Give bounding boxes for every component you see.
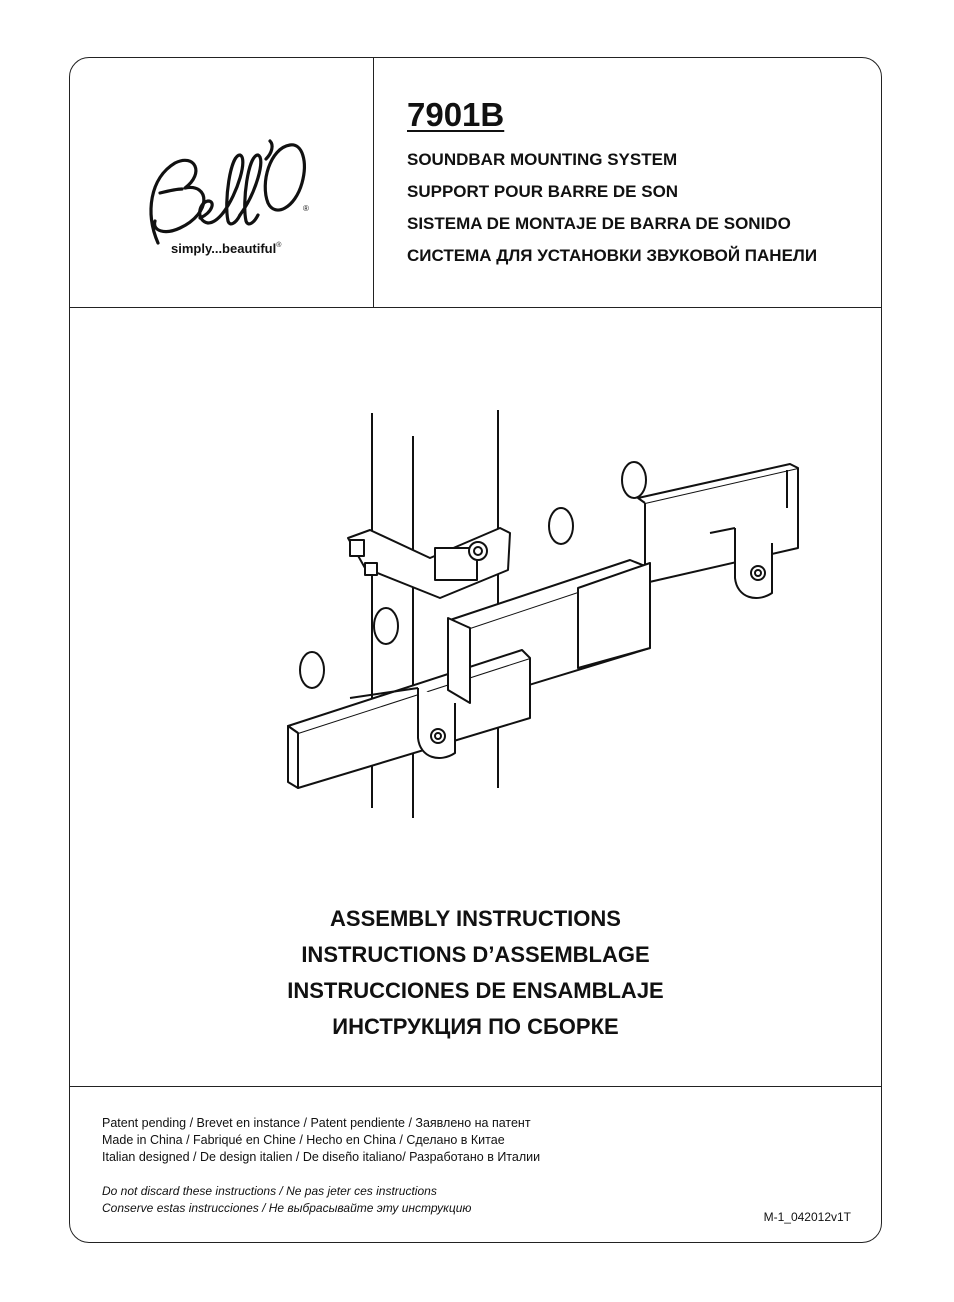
header-divider [70,307,881,308]
footer-patent: Patent pending / Brevet en instance / Patent pendiente / Заявлено на патент [102,1116,531,1130]
model-number: 7901B [407,96,505,133]
assembly-title-fr: INSTRUCTIONS D’ASSEMBLAGE [301,942,650,967]
footer-note-2: Conserve estas instrucciones / Не выбрасывайте эту инструкцию [102,1201,472,1215]
assembly-title-es: INSTRUCCIONES DE ENSAMBLAJE [287,978,664,1003]
subtitle-fr: SUPPORT POUR BARRE DE SON [407,182,679,201]
logo-tagline: simply...beautiful® [171,241,282,256]
footer-divider [70,1086,881,1087]
assembly-title-ru: ИНСТРУКЦИЯ ПО СБОРКЕ [332,1014,619,1039]
footer-made-in: Made in China / Fabriqué en Chine / Hecho en China / Сделано в Китае [102,1133,505,1147]
subtitle-en: SOUNDBAR MOUNTING SYSTEM [407,150,678,169]
header-divider-vertical [373,58,374,307]
subtitle-ru: СИСТЕМА ДЛЯ УСТАНОВКИ ЗВУКОВОЙ ПАНЕЛИ [407,246,818,265]
assembly-title-en: ASSEMBLY INSTRUCTIONS [330,906,621,931]
bello-logo [120,103,320,263]
document-code: M-1_042012v1T [763,1210,851,1224]
subtitle-es: SISTEMA DE MONTAJE DE BARRA DE SONIDO [407,214,791,233]
footer-note-1: Do not discard these instructions / Ne pas jeter ces instructions [102,1184,437,1198]
page-frame [69,57,882,1243]
registered-mark: ® [303,204,309,213]
product-illustration [170,358,830,858]
footer-designed: Italian designed / De design italien / De diseño italiano/ Разработано в Италии [102,1150,541,1164]
